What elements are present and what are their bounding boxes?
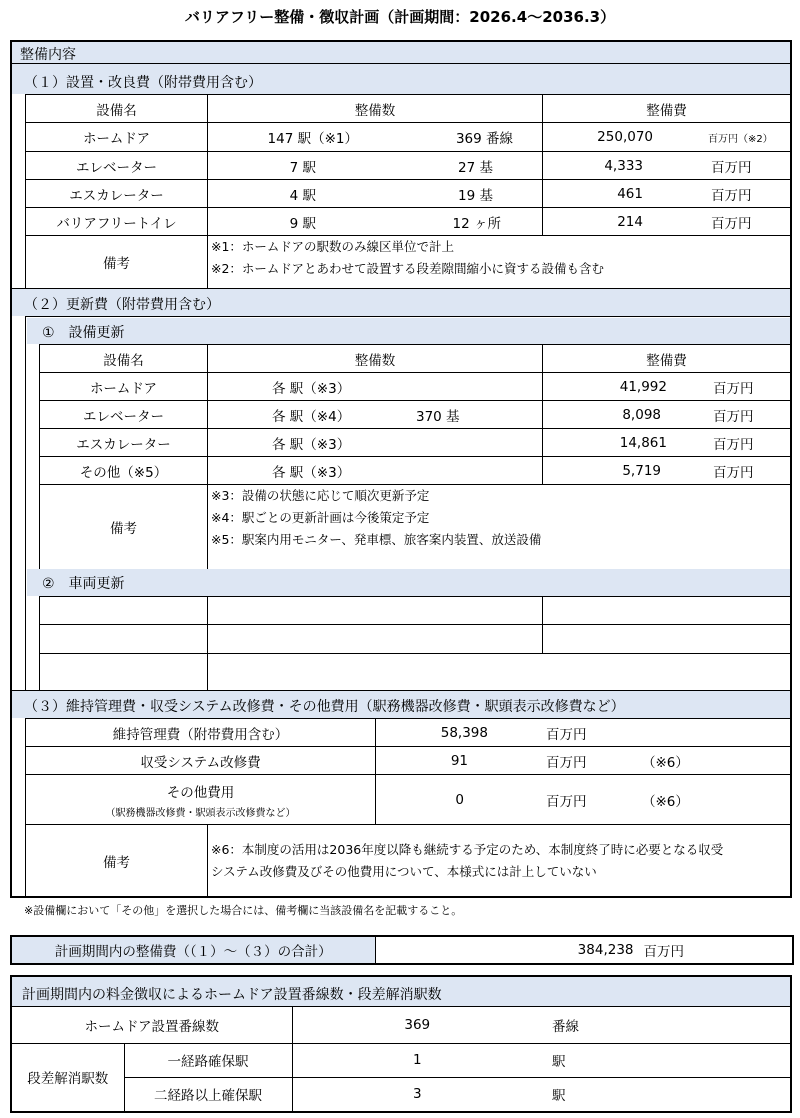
bottom-table: [12, 1007, 790, 1111]
table-row: [40, 654, 791, 691]
station-count: 各 駅（※3）: [272, 436, 351, 453]
empty-cell: [40, 654, 208, 691]
col-header-count: 整備数: [208, 95, 543, 123]
table-row: [40, 429, 791, 457]
count-cell: [208, 429, 543, 457]
col-header-cost: 整備費: [543, 345, 791, 373]
group-label: 段差解消駅数: [12, 1043, 124, 1111]
station-count: 各 駅（※3）: [272, 464, 351, 481]
station-count: 4 駅: [289, 187, 316, 204]
count-cell: [208, 457, 543, 485]
table-row: [26, 152, 791, 180]
cost-note: （※6）: [642, 754, 689, 771]
station-count: 各 駅（※3）: [272, 380, 351, 397]
remark-line: ※6：本制度の活用は2036年度以降も継続する予定のため、本制度終了時に必要となる収受: [211, 841, 724, 857]
table-row: [26, 775, 791, 825]
row-value: 1: [292, 1043, 542, 1077]
unit-count: 369 番線: [455, 131, 513, 147]
remarks-label: 備考: [26, 236, 208, 289]
cost-item-name: 維持管理費（附帯費用含む）: [26, 719, 376, 747]
unit-count: 19 基: [458, 187, 493, 204]
cost-value: 5,719: [622, 462, 661, 479]
value-cell: [376, 719, 791, 747]
empty-cell: [40, 625, 208, 654]
row-unit: 駅: [542, 1077, 790, 1111]
col-header-count: 整備数: [208, 345, 543, 373]
empty-cell: [40, 597, 208, 625]
cost-note: （※6）: [642, 793, 689, 810]
cost-value: 41,992: [619, 378, 667, 395]
empty-cell: [208, 597, 543, 625]
remarks-label: 備考: [40, 485, 208, 570]
cost-cell: [543, 208, 791, 236]
sub2-band: [27, 569, 790, 596]
remark-line: システム改修費及びその他費用について、本様式には計上していない: [211, 863, 597, 879]
table-row: [12, 1077, 790, 1111]
equipment-name: ホームドア: [40, 373, 208, 401]
cost-unit: 百万円: [711, 215, 752, 232]
cost-value: 8,098: [622, 406, 661, 423]
station-count: 9 駅: [289, 215, 316, 232]
table-row: [40, 373, 791, 401]
row-label: 二経路以上確保駅: [124, 1077, 292, 1111]
main-header-label: 整備内容: [20, 47, 76, 63]
cost-unit: 百万円: [711, 187, 752, 204]
sub2-label: ② 車両更新: [42, 576, 125, 592]
bottom-header-label: 計画期間内の料金徴収によるホームドア設置番線数・段差解消駅数: [22, 987, 442, 1003]
remarks-cell: [208, 825, 791, 897]
total-label: 計画期間内の整備費（（１）～（３）の合計）: [11, 936, 375, 964]
cost-unit: 百万円: [713, 408, 754, 425]
empty-cell: [543, 625, 791, 654]
table-row: [26, 123, 791, 152]
equipment-name: エスカレーター: [26, 180, 208, 208]
total-unit: 百万円: [643, 944, 684, 960]
cost-value: 461: [617, 185, 643, 202]
cost-value: 91: [450, 752, 468, 769]
row-unit: 番線: [542, 1007, 790, 1043]
table-row: [26, 208, 791, 236]
cost-unit: 百万円: [713, 464, 754, 481]
cost-value: 58,398: [440, 724, 488, 741]
page-title: バリアフリー整備・徴収計画（計画期間：2026.4～2036.3）: [184, 8, 616, 26]
unit-count: 12 ヶ所: [452, 215, 501, 232]
table-row: [12, 1007, 790, 1043]
col-header-equipment: 設備名: [26, 95, 208, 123]
cost-unit: 百万円: [713, 436, 754, 453]
cost-unit: 百万円: [713, 380, 754, 397]
footnote: ※設備欄において「その他」を選択した場合には、備考欄に当該設備名を記載すること。: [24, 904, 463, 917]
equipment-name: エレベーター: [40, 401, 208, 429]
total-value-cell: [375, 936, 793, 964]
sub1-table: [39, 344, 791, 570]
section1-table: [25, 94, 791, 289]
cost-value: 14,861: [619, 434, 667, 451]
row-unit: 駅: [542, 1043, 790, 1077]
remark-line: ※1：ホームドアの駅数のみ線区単位で計上: [211, 239, 455, 254]
cost-cell: [543, 152, 791, 180]
cost-cell: [543, 401, 791, 429]
station-count: 7 駅: [289, 159, 316, 176]
empty-cell: [543, 597, 791, 625]
sub2-table: [39, 596, 791, 691]
cost-unit: 百万円: [546, 754, 587, 771]
station-count: 147 駅（※1）: [267, 131, 358, 147]
sub1-band: [27, 318, 790, 344]
table-row: [40, 401, 791, 429]
cost-value: 214: [617, 213, 643, 230]
table-row: [12, 1043, 790, 1077]
cost-cell: [543, 429, 791, 457]
remarks-label: 備考: [26, 825, 208, 897]
cost-item-name: その他費用: [166, 784, 235, 801]
table-row: [40, 457, 791, 485]
equipment-name: ホームドア: [26, 123, 208, 152]
count-cell: [208, 401, 543, 429]
section3-label: （３）維持管理費・収受システム改修費・その他費用（駅務機器改修費・駅頭表示改修費など）: [24, 699, 625, 715]
station-count: 各 駅（※4）: [272, 408, 351, 425]
cost-item-name-cell: [26, 775, 376, 825]
cost-cell: [543, 457, 791, 485]
empty-cell: [208, 625, 543, 654]
remark-line: ※3：設備の状態に応じて順次更新予定: [211, 488, 430, 503]
total-value: 384,238: [577, 942, 634, 958]
remarks-cell: [208, 485, 791, 570]
cost-value: 4,333: [604, 157, 643, 174]
count-cell: [208, 123, 543, 152]
remark-line: ※2：ホームドアとあわせて設置する段差隙間縮小に資する設備も含む: [211, 261, 605, 276]
section3-table: [25, 718, 791, 897]
table-row: [40, 625, 791, 654]
row-value: 369: [292, 1007, 542, 1043]
count-cell: [208, 180, 543, 208]
sub1-label: ① 設備更新: [42, 325, 125, 341]
equipment-name: バリアフリートイレ: [26, 208, 208, 236]
cost-item-name: 収受システム改修費: [26, 747, 376, 775]
cost-item-subname: （駅務機器改修費・駅頭表示改修費など）: [105, 807, 296, 819]
value-cell: [376, 775, 791, 825]
main-header: [12, 42, 790, 64]
cost-unit: 百万円: [546, 793, 587, 810]
cost-value: 0: [455, 791, 464, 808]
equipment-name: その他（※5）: [40, 457, 208, 485]
cost-cell: [543, 373, 791, 401]
unit-count: 370 基: [416, 408, 460, 425]
cost-unit: 百万円: [711, 159, 752, 176]
table-row: [26, 747, 791, 775]
remark-line: ※4：駅ごとの更新計画は今後策定予定: [211, 510, 430, 525]
value-cell: [376, 747, 791, 775]
unit-count: 27 基: [458, 159, 493, 176]
total-table: [10, 935, 794, 965]
remarks-cell: [208, 236, 791, 289]
cost-cell: [543, 180, 791, 208]
cost-unit: 百万円（※2）: [708, 133, 773, 145]
table-row: [40, 597, 791, 625]
cost-unit: 百万円: [546, 726, 587, 743]
count-cell: [208, 373, 543, 401]
count-cell: [208, 152, 543, 180]
cost-value: 250,070: [597, 129, 653, 145]
col-header-cost: 整備費: [543, 95, 791, 123]
table-row: [26, 180, 791, 208]
count-cell: [208, 208, 543, 236]
section2-label: （２）更新費（附帯費用含む）: [24, 297, 220, 313]
table-row: [26, 719, 791, 747]
equipment-name: エレベーター: [26, 152, 208, 180]
remark-line: ※5：駅案内用モニター、発車標、旅客案内装置、放送設備: [211, 532, 542, 547]
equipment-name: エスカレーター: [40, 429, 208, 457]
section1-label: （１）設置・改良費（附帯費用含む）: [24, 75, 262, 91]
empty-cell: [208, 654, 791, 691]
cost-cell: [543, 123, 791, 152]
row-label: 一経路確保駅: [124, 1043, 292, 1077]
row-label: ホームドア設置番線数: [12, 1007, 292, 1043]
row-value: 3: [292, 1077, 542, 1111]
col-header-equipment: 設備名: [40, 345, 208, 373]
